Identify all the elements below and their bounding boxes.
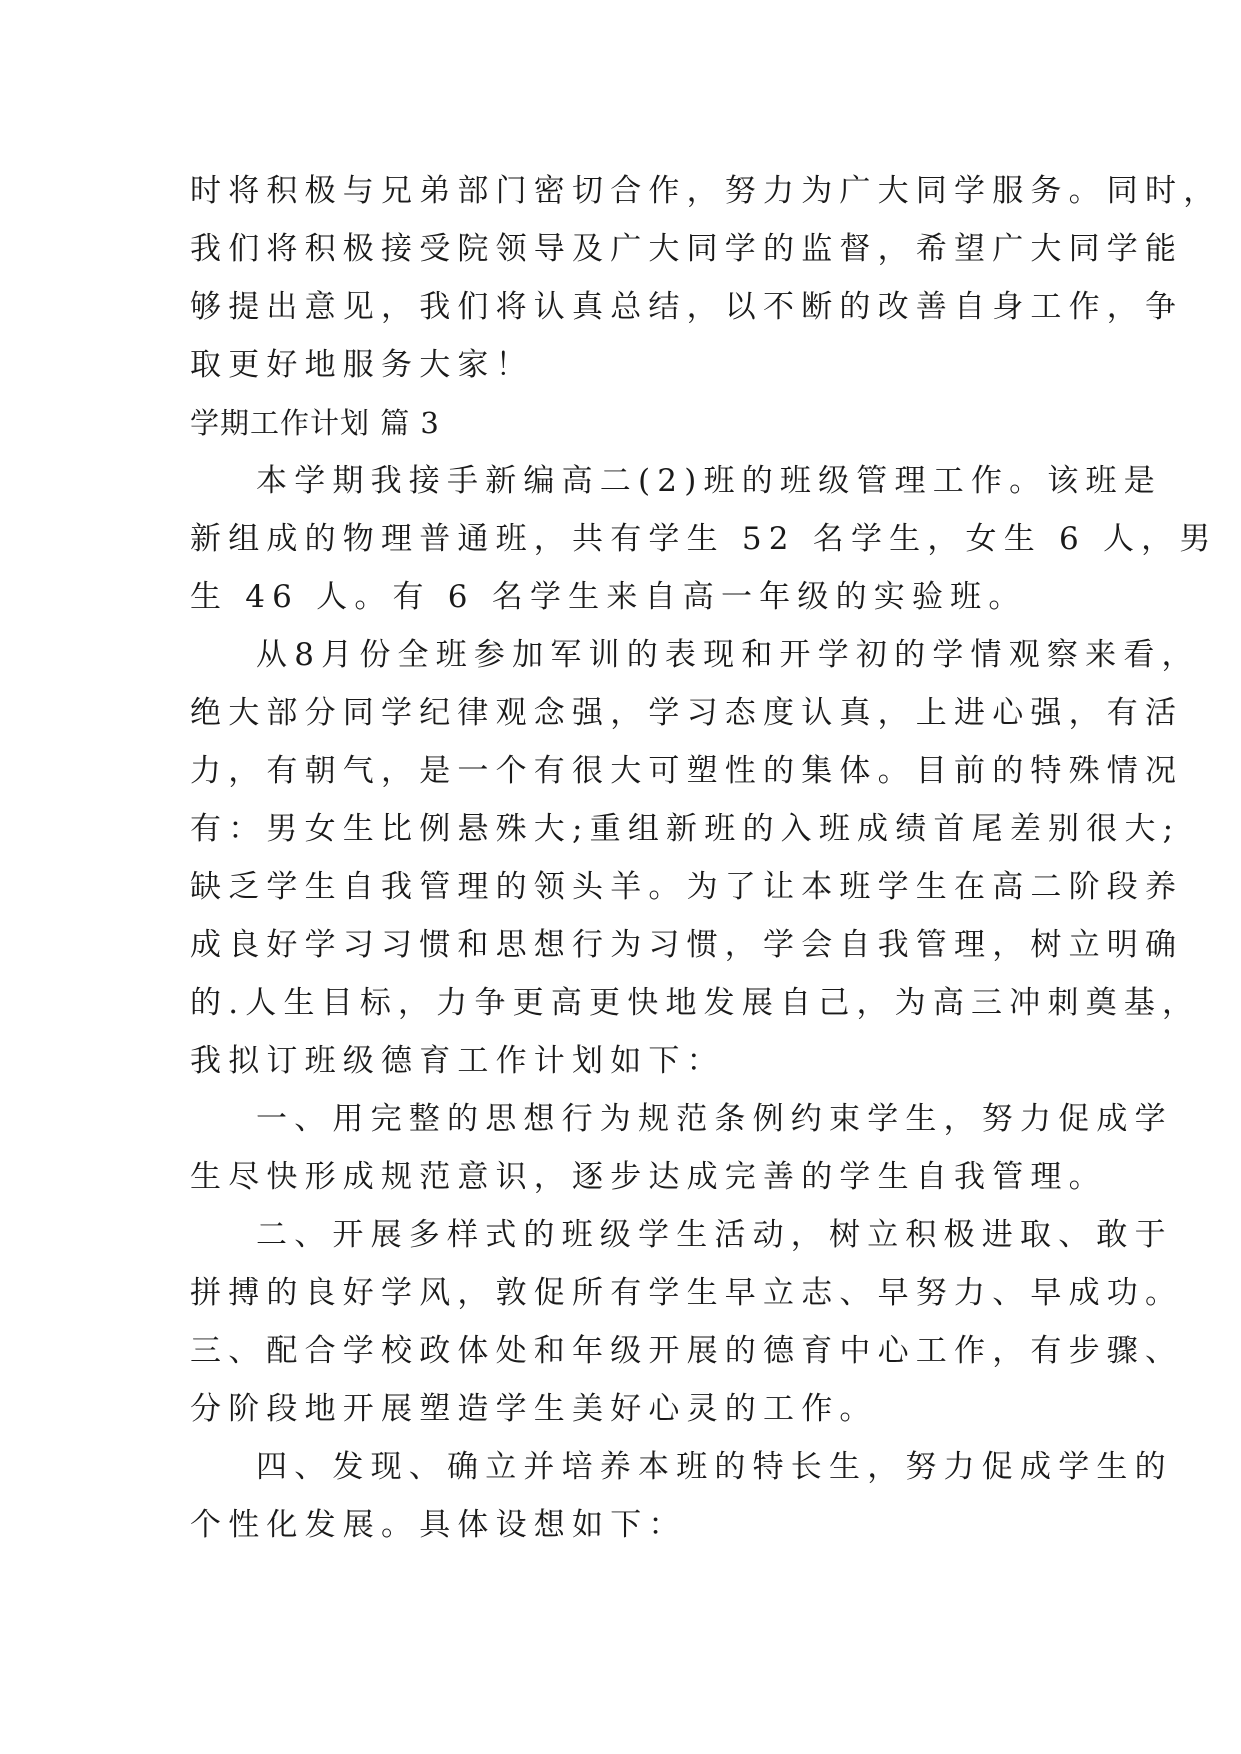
text-line: 我拟订班级德育工作计划如下： [190, 1043, 725, 1079]
text-line: 分阶段地开展塑造学生美好心灵的工作。 [190, 1391, 878, 1427]
text-line: 三、配合学校政体处和年级开展的德育中心工作，有步骤、 [190, 1333, 1184, 1369]
text-line: 取更好地服务大家！ [190, 347, 534, 383]
text-line: 新组成的物理普通班，共有学生 52 名学生，女生 6 人，男 [190, 521, 1218, 557]
text-line: 绝大部分同学纪律观念强，学习态度认真，上进心强，有活 [190, 695, 1184, 731]
text-line: 有：男女生比例悬殊大;重组新班的入班成绩首尾差别很大; [190, 811, 1181, 847]
text-line: 拼搏的良好学风，敦促所有学生早立志、早努力、早成功。 [190, 1275, 1184, 1311]
paragraph-start: 二、开展多样式的班级学生活动，树立积极进取、敢于 [256, 1217, 1173, 1253]
paragraph-start: 从8月份全班参加军训的表现和开学初的学情观察来看， [256, 637, 1200, 673]
section-heading: 学期工作计划 篇 3 [190, 406, 440, 440]
text-line: 时将积极与兄弟部门密切合作，努力为广大同学服务。同时， [190, 173, 1222, 209]
text-line: 够提出意见，我们将认真总结，以不断的改善自身工作，争 [190, 289, 1184, 325]
paragraph-start: 一、用完整的思想行为规范条例约束学生，努力促成学 [256, 1101, 1173, 1137]
text-line: 缺乏学生自我管理的领头羊。为了让本班学生在高二阶段养 [190, 869, 1184, 905]
text-line: 个性化发展。具体设想如下： [190, 1507, 687, 1543]
text-line: 成良好学习习惯和思想行为习惯，学会自我管理，树立明确 [190, 927, 1184, 963]
paragraph-start: 本学期我接手新编高二(2)班的班级管理工作。该班是 [256, 463, 1162, 499]
text-line: 力，有朝气，是一个有很大可塑性的集体。目前的特殊情况 [190, 753, 1184, 789]
text-line: 生 46 人。有 6 名学生来自高一年级的实验班。 [190, 579, 1027, 615]
text-line: 的.人生目标，力争更高更快地发展自己，为高三冲刺奠基， [190, 985, 1201, 1021]
text-line: 生尽快形成规范意识，逐步达成完善的学生自我管理。 [190, 1159, 1107, 1195]
paragraph-start: 四、发现、确立并培养本班的特长生，努力促成学生的 [256, 1449, 1173, 1485]
text-line: 我们将积极接受院领导及广大同学的监督，希望广大同学能 [190, 231, 1184, 267]
document-body [190, 162, 1222, 1554]
